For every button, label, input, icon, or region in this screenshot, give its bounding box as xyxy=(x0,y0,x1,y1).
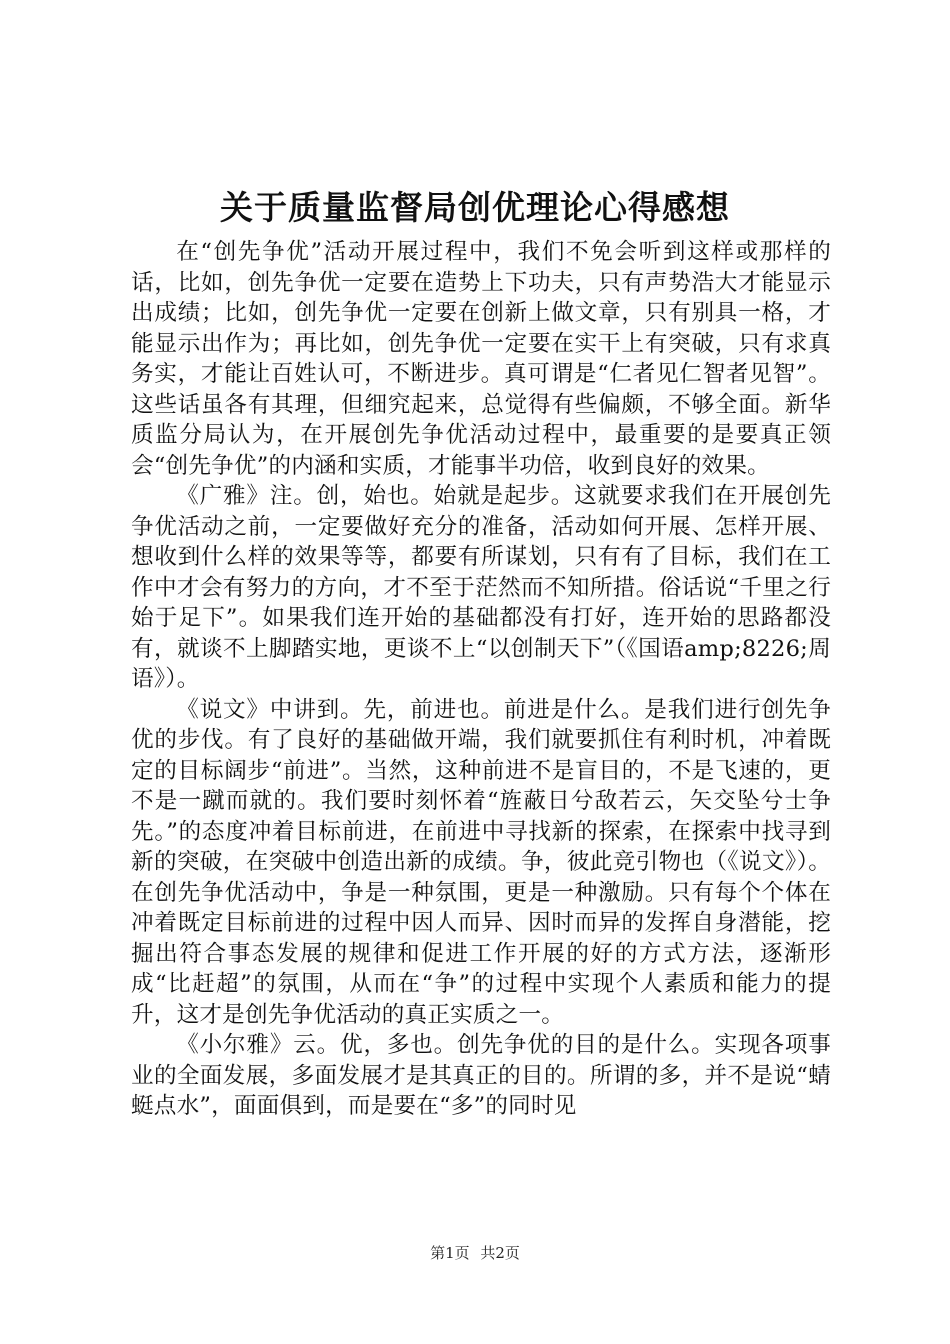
paragraph-4: 《小尔雅》云。优，多也。创先争优的目的是什么。实现各项事业的全面发展，多面发展才是其真正的目的。所谓的多，并不是说“蜻蜓点水”，面面俱到，而是要在“多”的同时见 xyxy=(131,1032,832,1119)
page-footer xyxy=(0,1243,950,1263)
page-total: 共2页 xyxy=(480,1244,520,1262)
paragraph-3: 《说文》中讲到。先，前进也。前进是什么。是我们进行创先争优的步伐。有了良好的基础做开端，我们就要抓住有利时机，冲着既定的目标阔步“前进”。当然，这种前进不是盲目的，不是飞速的，更不是一蹴而就的。我们要时刻怀着“旌蔽日兮敌若云，矢交坠兮士争先。”的态度冲着目标前进，在前进中寻找新的探索，在探索中找寻到新的突破，在突破中创造出新的成绩。争，彼此竞引物也（《说文》）。在创先争优活动中，争是一种氛围，更是一种激励。只有每个个体在冲着既定目标前进的过程中因人而异、因时而异的发挥自身潜能，挖掘出符合事态发展的规律和促进工作开展的好的方式方法，逐渐形成“比赶超”的氛围，从而在“争”的过程中实现个人素质和能力的提升，这才是创先争优活动的真正实质之一。 xyxy=(131,696,831,1028)
document-title: 关于质量监督局创优理论心得感想 xyxy=(220,188,730,227)
paragraph-2: 《广雅》注。创，始也。始就是起步。这就要求我们在开展创先争优活动之前，一定要做好充分的准备，活动如何开展、怎样开展、想收到什么样的效果等等，都要有所谋划，只有有了目标，我们在工作中才会有努力的方向，才不至于茫然而不知所措。俗话说“千里之行始于足下”。如果我们连开始的基础都没有打好，连开始的思路都没有，就谈不上脚踏实地，更谈不上“以创制天下”（《国语amp;8226;周语》）。 xyxy=(131,483,831,692)
document-body xyxy=(131,237,831,1122)
paragraph-1: 在“创先争优”活动开展过程中，我们不免会听到这样或那样的话，比如，创先争优一定要在造势上下功夫，只有声势浩大才能显示出成绩；比如，创先争优一定要在创新上做文章，只有别具一格，才能显示出作为；再比如，创先争优一定要在实干上有突破，只有求真务实，才能让百姓认可，不断进步。真可谓是“仁者见仁智者见智”。这些话虽各有其理，但细究起来，总觉得有些偏颇，不够全面。新华质监分局认为，在开展创先争优活动过程中，最重要的是要真正领会“创先争优”的内涵和实质，才能事半功倍，收到良好的效果。 xyxy=(131,239,831,479)
page-number: 第1页 xyxy=(430,1244,470,1262)
